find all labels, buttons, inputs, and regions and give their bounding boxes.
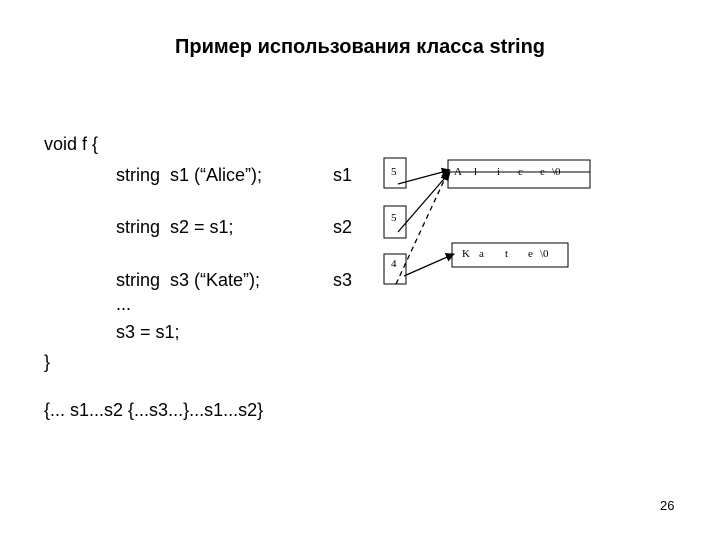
alice-char-l: l [474, 166, 478, 178]
code-line-s3-assign: s3 = s1; [116, 322, 180, 342]
code-line-ellipsis: ... [116, 294, 132, 314]
alice-char-c: c [518, 166, 523, 178]
var-label-s2: s2 [333, 217, 353, 237]
alice-char-null: \0 [552, 166, 561, 178]
var-label-s3: s3 [333, 270, 353, 290]
kate-char-K: K [462, 248, 470, 260]
page-number: 26 [660, 498, 675, 513]
slide-title: Пример использования класса string [174, 36, 546, 58]
code-line-s3-decl: string s3 (“Kate”); [116, 270, 261, 290]
alice-char-e: e [540, 166, 545, 178]
var-label-s1: s1 [333, 165, 353, 185]
scope-line: {... s1...s2 {...s3...}...s1...s2} [44, 400, 264, 420]
kate-char-null: \0 [540, 248, 549, 260]
alice-char-A: A [454, 166, 462, 178]
kate-char-t: t [505, 248, 509, 260]
arrow-s3-to-kate [404, 254, 454, 276]
code-closing-brace: } [44, 352, 51, 372]
code-line-s2-decl: string s2 = s1; [116, 217, 234, 237]
code-line-s1-decl: string s1 (“Alice”); [116, 165, 263, 185]
kate-char-a: a [479, 248, 484, 260]
kate-char-e: e [528, 248, 533, 260]
s1-refcount: 5 [391, 166, 397, 178]
code-line-void-f: void f { [44, 134, 99, 154]
alice-char-i: i [497, 166, 501, 178]
s2-refcount: 5 [391, 212, 397, 224]
s3-refcount: 4 [391, 258, 397, 270]
